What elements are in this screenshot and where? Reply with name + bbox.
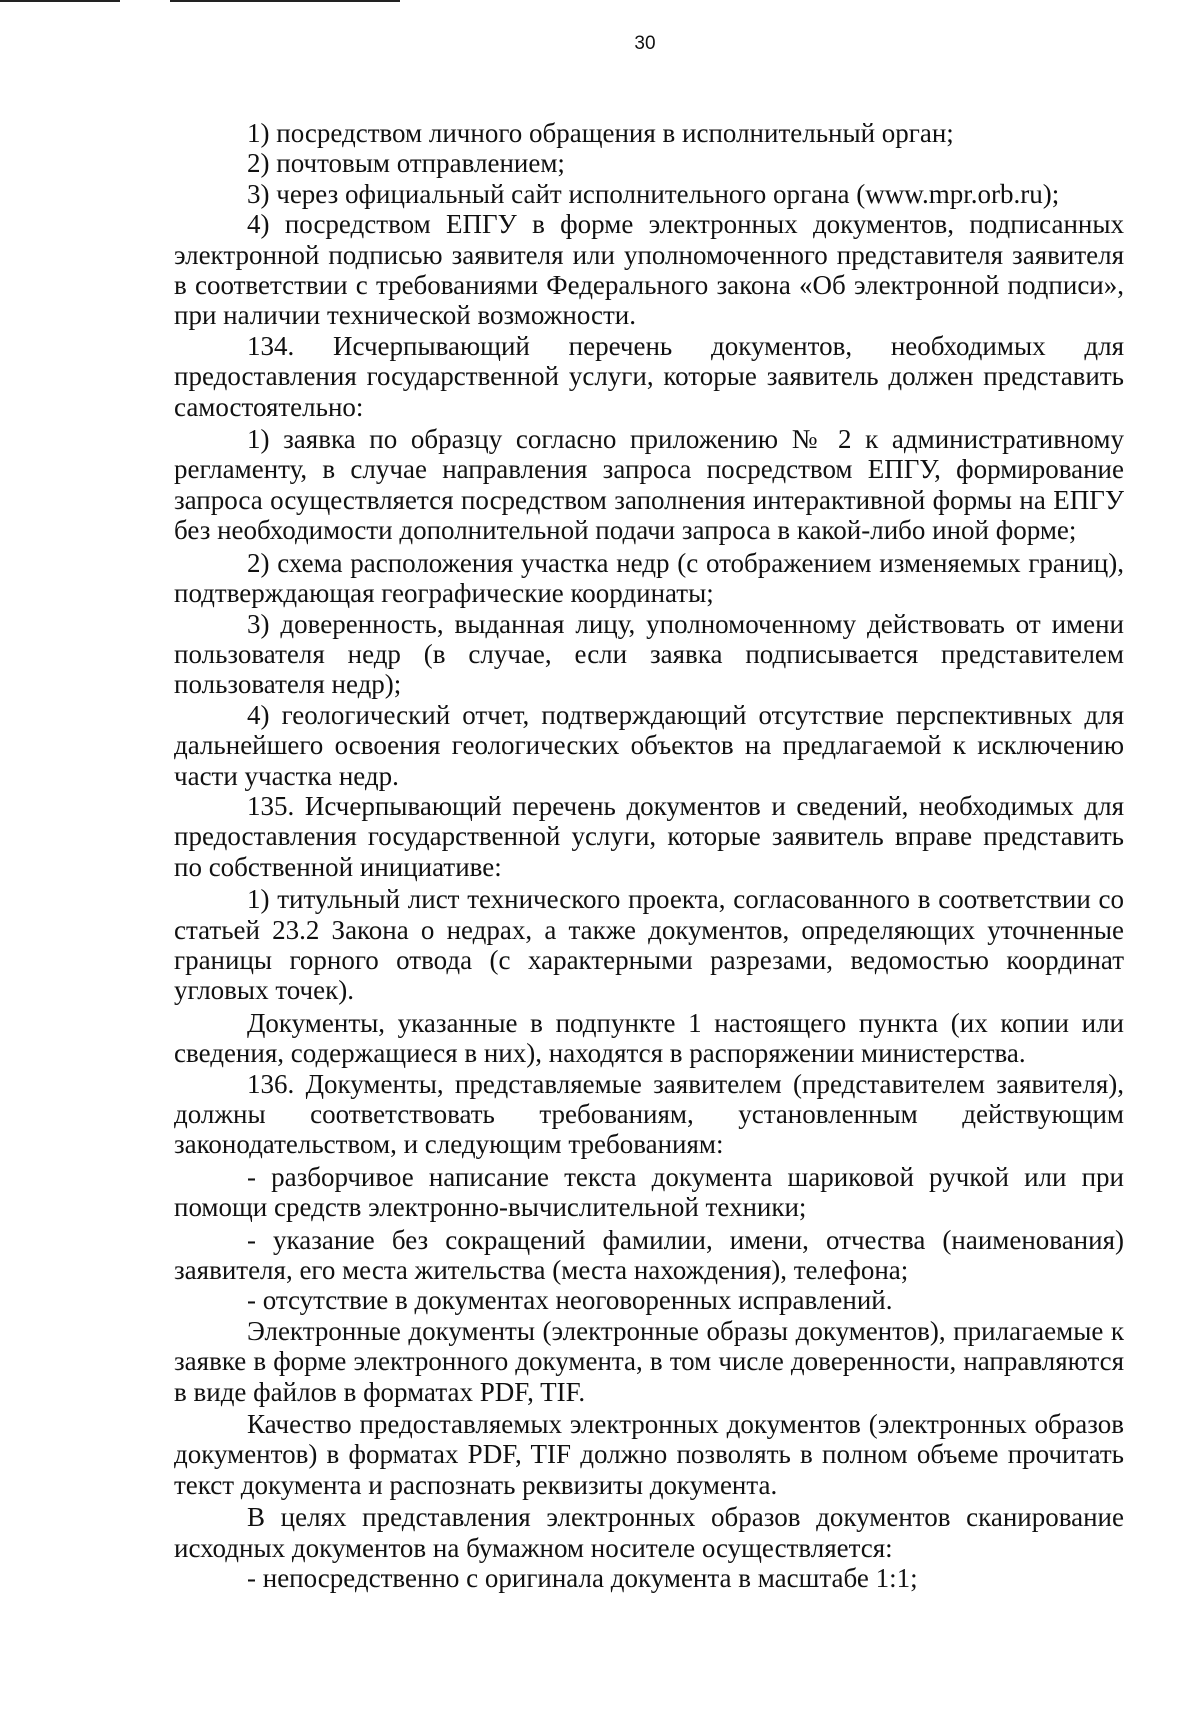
clause-134-item-2: 2) схема расположения участка недр (с отображением изменяемых границ), подтверждающая географические координаты; xyxy=(174,547,1124,609)
requirement-item-1: - разборчивое написание текста документа шариковой ручкой или при помощи средств электронно-вычислительной техники; xyxy=(174,1161,1124,1223)
scan-edge-mark xyxy=(0,0,120,2)
list-item-submission-method-2: 2) почтовым отправлением; xyxy=(247,148,565,179)
electronic-documents-paragraph: Электронные документы (электронные образы документов), прилагаемые к заявке в форме электронного документа, в том числе доверенности, направляются в виде файлов в форматах PDF, TIF. xyxy=(174,1315,1124,1407)
requirement-item-2: - указание без сокращений фамилии, имени, отчества (наименования) заявителя, его места жительства (места нахождения), телефона; xyxy=(174,1224,1124,1286)
list-item-submission-method-4: 4) посредством ЕПГУ в форме электронных документов, подписанных электронной подписью заявителя или уполномоченного представителя заявителя в соответствии с требованиями Федерального закона «Об электронной подписи», при наличии технической возможности. xyxy=(174,209,1124,331)
requirement-item-3: - отсутствие в документах неоговоренных исправлений. xyxy=(247,1285,893,1316)
clause-135: 135. Исчерпывающий перечень документов и сведений, необходимых для предоставления государственной услуги, которые заявитель вправе представить по собственной инициативе: xyxy=(174,790,1124,882)
clause-134-item-1: 1) заявка по образцу согласно приложению № 2 к административному регламенту, в случае направления запроса посредством ЕПГУ, формирование запроса осуществляется посредством заполнения интерактивной формы на ЕПГУ без необходимости дополнительной подачи запроса в какой-либо иной форме; xyxy=(174,424,1124,546)
clause-136: 136. Документы, представляемые заявителем (представителем заявителя), должны соответствовать требованиям, установленным действующим законодательством, и следующим требованиям: xyxy=(174,1068,1124,1160)
list-item-submission-method-1: 1) посредством личного обращения в исполнительный орган; xyxy=(247,118,954,148)
scanning-item-1: - непосредственно с оригинала документа в масштабе 1:1; xyxy=(247,1563,918,1594)
page-number: 30 xyxy=(634,33,656,54)
clause-135-item-1: 1) титульный лист технического проекта, согласованного в соответствии со статьей 23.2 Закона о недрах, а также документов, определяющих уточненные границы горного отвода (с характерными разрезами, ведомостью координат угловых точек). xyxy=(174,884,1124,1006)
scan-edge-mark xyxy=(170,0,400,2)
list-item-submission-method-3: 3) через официальный сайт исполнительного органа (www.mpr.orb.ru); xyxy=(247,178,1060,209)
document-quality-paragraph: Качество предоставляемых электронных документов (электронных образов документов) в форматах PDF, TIF должно позволять в полном объеме прочитать текст документа и распознать реквизиты документа. xyxy=(174,1409,1124,1500)
scanning-paragraph: В целях представления электронных образов документов сканирование исходных документов на бумажном носителе осуществляется: xyxy=(174,1502,1124,1563)
clause-135-note: Документы, указанные в подпункте 1 настоящего пункта (их копии или сведения, содержащиеся в них), находятся в распоряжении министерства. xyxy=(174,1007,1124,1069)
clause-134: 134. Исчерпывающий перечень документов, необходимых для предоставления государственной услуги, которые заявитель должен представить самостоятельно: xyxy=(174,330,1124,422)
clause-134-item-4: 4) геологический отчет, подтверждающий отсутствие перспективных для дальнейшего освоения геологических объектов на предлагаемой к исключению части участка недр. xyxy=(174,699,1124,791)
document-body xyxy=(174,118,1124,1594)
clause-134-item-3: 3) доверенность, выданная лицу, уполномоченному действовать от имени пользователя недр (в случае, если заявка подписывается представителем пользователя недр); xyxy=(174,608,1124,700)
